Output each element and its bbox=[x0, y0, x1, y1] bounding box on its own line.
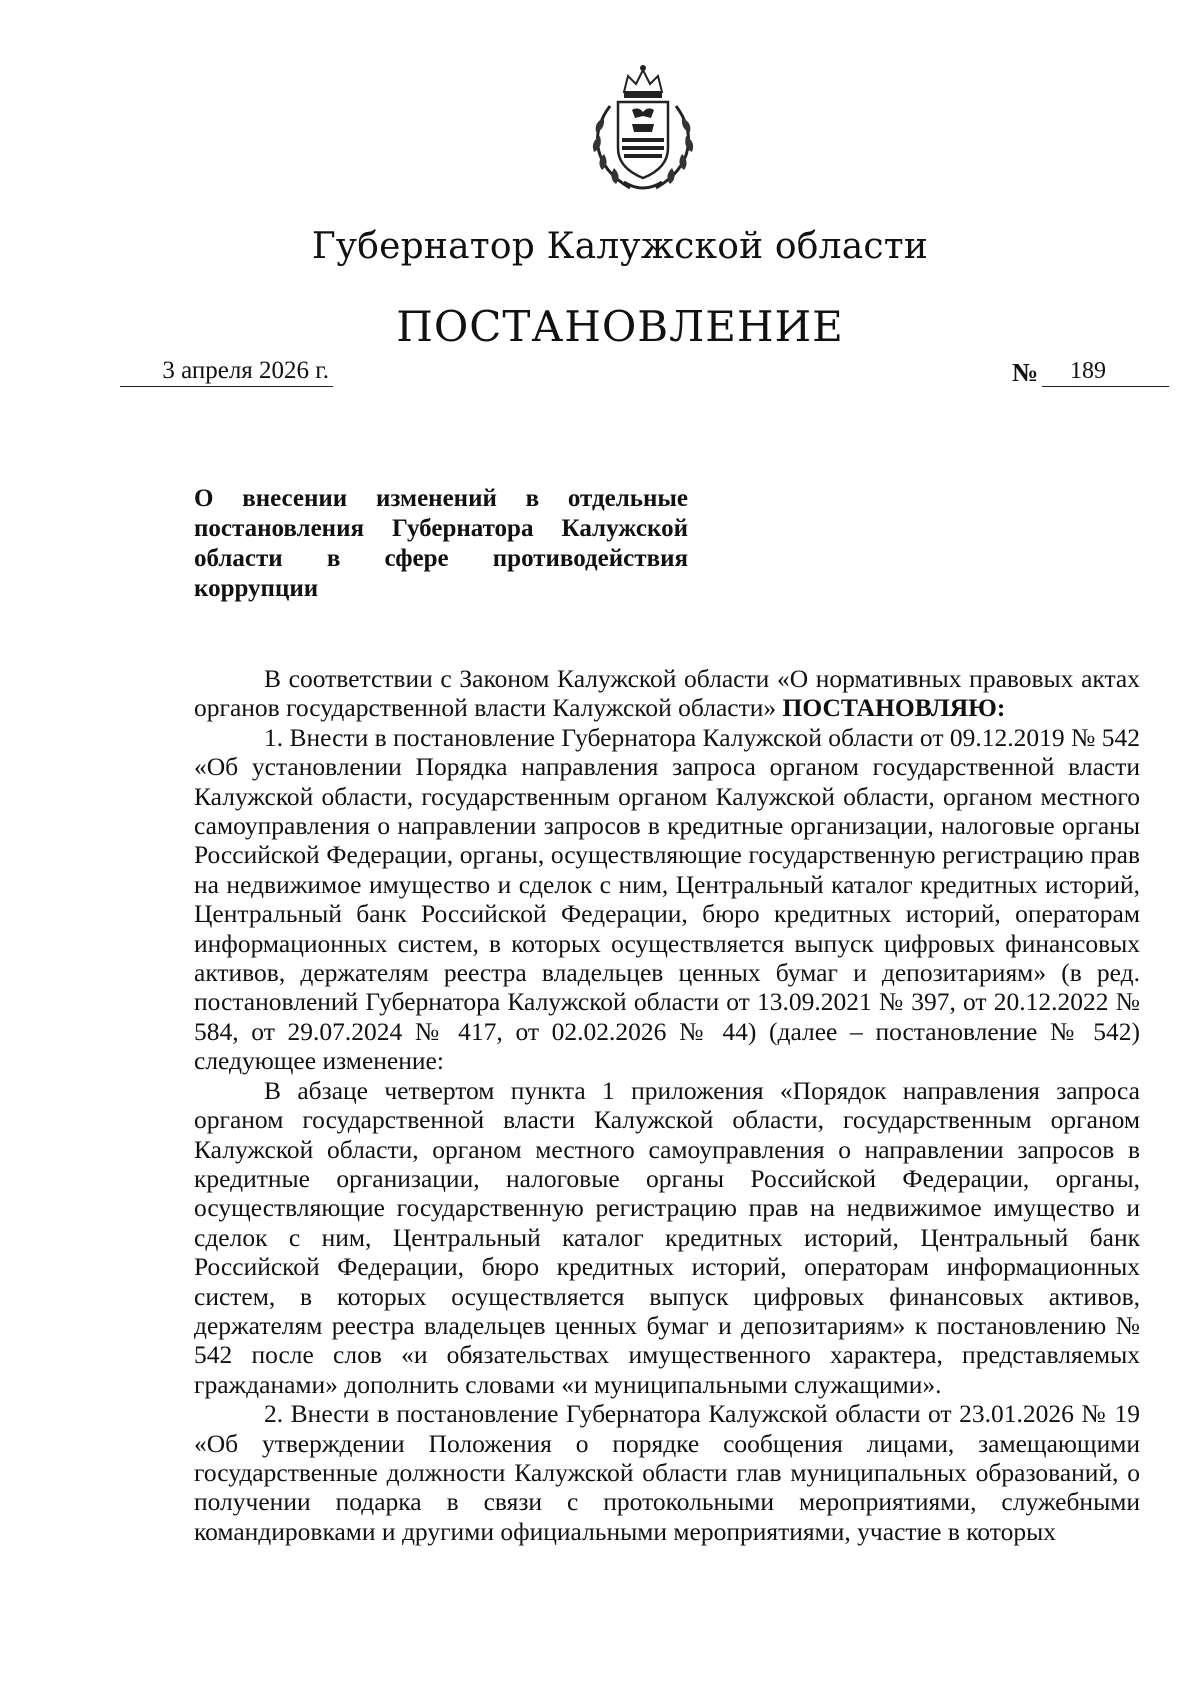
paragraph-2: В абзаце четвертом пункта 1 приложения «Порядок направления запроса органом государственной власти Калужской области, государственным органом Калужской области, органом местного самоуправления о направлении запросов в кредитные организации, налоговые органы Российской Федерации, органы, осуществляющие государственную регистрацию прав на недвижимое имущество и сделок с ним, Центральный каталог кредитных историй, Центральный банк Российской Федерации, бюро кредитных историй, операторам информационных систем, в которых осуществляется выпуск цифровых финансовых активов, держателям реестра владельцев ценных бумаг и депозитариям» к постановлению № 542 после слов «и обязательствах имущественного характера, представляемых гражданами» дополнить словами «и муниципальными служащими». bbox=[194, 1075, 1140, 1399]
document-subject: О внесении изменений в отдельные постановления Губернатора Калужской области в сфере противодействия коррупции bbox=[194, 485, 688, 602]
document-type-title: ПОСТАНОВЛЕНИЕ bbox=[396, 302, 844, 351]
document-number: 189 bbox=[1042, 356, 1169, 387]
authority-title: Губернатор Калужской области bbox=[311, 226, 929, 267]
paragraph-3: 2. Внести в постановление Губернатора Калужской области от 23.01.2026 № 19 «Об утверждении Положения о порядке сообщения лицами, замещающими государственные должности Калужской области глав муниципальных образований, о получении подарка в связи с протокольными мероприятиями, служебными командировками и другими официальными мероприятиями, участие в которых bbox=[194, 1399, 1140, 1546]
intro-paragraph bbox=[194, 664, 1140, 723]
intro-text: В соответствии с Законом Калужской области «О нормативных правовых актах органов государственной власти Калужской области» bbox=[194, 664, 1140, 723]
paragraph-1: 1. Внести в постановление Губернатора Калужской области от 09.12.2019 № 542 «Об установлении Порядка направления запроса органом государственной власти Калужской области, государственным органом Калужской области, органом местного самоуправления о направлении запросов в кредитные организации, налоговые органы Российской Федерации, органы, осуществляющие государственную регистрацию прав на недвижимое имущество и сделок с ним, Центральный каталог кредитных историй, Центральный банк Российской Федерации, бюро кредитных историй, операторам информационных систем, в которых осуществляется выпуск цифровых финансовых активов, держателям реестра владельцев ценных бумаг и депозитариям» (в ред. постановлений Губернатора Калужской области от 13.09.2021 № 397, от 20.12.2022 № 584, от 29.07.2024 № 417, от 02.02.2026 № 44) (далее – постановление № 542) следующее изменение: bbox=[194, 722, 1140, 1076]
document-date: 3 апреля 2026 г. bbox=[120, 356, 333, 387]
coat-of-arms-kaluga-icon bbox=[580, 62, 706, 196]
document-body bbox=[194, 664, 1140, 1546]
number-label: № bbox=[1012, 358, 1039, 387]
intro-decree-word: ПОСТАНОВЛЯЮ: bbox=[782, 693, 1006, 723]
